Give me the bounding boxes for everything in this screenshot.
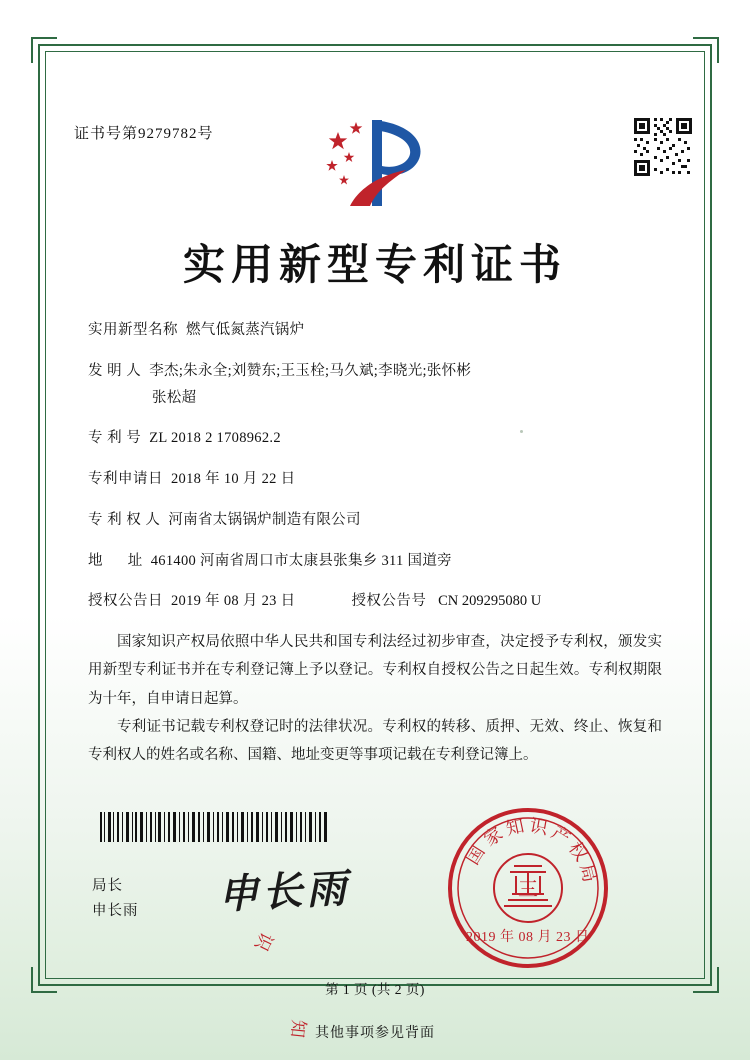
field-row-utility-model-name bbox=[88, 320, 668, 342]
svg-text:局: 局 bbox=[576, 861, 601, 885]
svg-text:识: 识 bbox=[528, 815, 550, 839]
field-label: 专 利 号 bbox=[88, 430, 142, 447]
page-title: 实用新型专利证书 bbox=[182, 243, 567, 289]
cnipa-emblem-icon bbox=[320, 112, 430, 212]
field-label: 专利申请日 bbox=[88, 471, 163, 487]
field-value-grant-date: 2019 年 08 月 23 日 bbox=[171, 593, 296, 610]
legal-paragraph-1: 国家知识产权局依照中华人民共和国专利法经过初步审查，决定授予专利权，颁发实用新型专利证书并在专利登记簿上予以登记。专利权自授权公告之日起生效。专利权期限为十年，自申请日起算。 bbox=[88, 634, 662, 707]
field-label: 实用新型名称 bbox=[88, 322, 178, 338]
field-value: 2018 年 10 月 22 日 bbox=[171, 471, 296, 487]
corner-ornament-top-right bbox=[693, 37, 719, 63]
field-label-grant-date: 授权公告日 bbox=[88, 593, 163, 610]
field-value: 燃气低氮蒸汽锅炉 bbox=[186, 322, 305, 338]
field-row-address bbox=[88, 551, 668, 573]
handwritten-signature: 申长雨 bbox=[217, 865, 352, 918]
field-row-patent-number bbox=[88, 428, 668, 450]
signature-name: 申长雨 bbox=[92, 902, 139, 919]
svg-text:产: 产 bbox=[547, 822, 574, 849]
field-row-application-date bbox=[88, 469, 668, 491]
footer-note: 其他事项参见背面 bbox=[315, 1026, 435, 1041]
seal-date: 2019 年 08 月 23 日 bbox=[466, 930, 590, 945]
field-label: 发 明 人 bbox=[88, 362, 142, 379]
barcode-icon bbox=[100, 812, 330, 842]
svg-text:识: 识 bbox=[250, 929, 277, 955]
certificate-fields bbox=[88, 320, 668, 632]
page-speck bbox=[520, 430, 523, 433]
certificate-number: 证书号第9279782号 bbox=[74, 126, 214, 142]
field-label: 专 利 权 人 bbox=[88, 511, 161, 528]
legal-text-block bbox=[88, 628, 662, 769]
page-number: 第 1 页 (共 2 页) bbox=[325, 982, 425, 997]
field-label: 地 址 bbox=[88, 552, 143, 569]
field-row-inventors bbox=[88, 361, 668, 383]
field-value-continued: 张松超 bbox=[152, 389, 197, 406]
field-value: 李杰;朱永全;刘赞东;王玉栓;马久斌;李晓光;张怀彬 bbox=[149, 362, 472, 379]
signature-block bbox=[92, 874, 139, 923]
field-row-patentee bbox=[88, 510, 668, 532]
field-value: ZL 2018 2 1708962.2 bbox=[149, 430, 281, 447]
field-value: 河南省太锅锅炉制造有限公司 bbox=[168, 511, 361, 528]
field-pair-grant-number bbox=[351, 591, 541, 613]
qr-code-icon bbox=[632, 116, 694, 178]
svg-text:知: 知 bbox=[287, 1018, 309, 1039]
corner-ornament-top-left bbox=[31, 37, 57, 63]
field-row-grant-announcement bbox=[88, 591, 668, 613]
field-value: 461400 河南省周口市太康县张集乡 311 国道旁 bbox=[150, 552, 452, 569]
field-label-grant-number: 授权公告号 bbox=[351, 593, 427, 610]
field-row-inventors-continued bbox=[88, 388, 668, 410]
legal-paragraph-2: 专利证书记载专利权登记时的法律状况。专利权的转移、质押、无效、终止、恢复和专利权人的姓名或名称、国籍、地址变更等事项记载在专利登记簿上。 bbox=[88, 718, 662, 764]
svg-text:权: 权 bbox=[564, 838, 592, 865]
signature-title: 局长 bbox=[92, 878, 123, 894]
seal-center-text: 三 bbox=[518, 879, 538, 901]
svg-text:知: 知 bbox=[504, 815, 526, 840]
field-value-grant-number: CN 209295080 U bbox=[438, 593, 542, 610]
svg-text:国: 国 bbox=[462, 842, 489, 869]
svg-text:家: 家 bbox=[480, 823, 507, 850]
